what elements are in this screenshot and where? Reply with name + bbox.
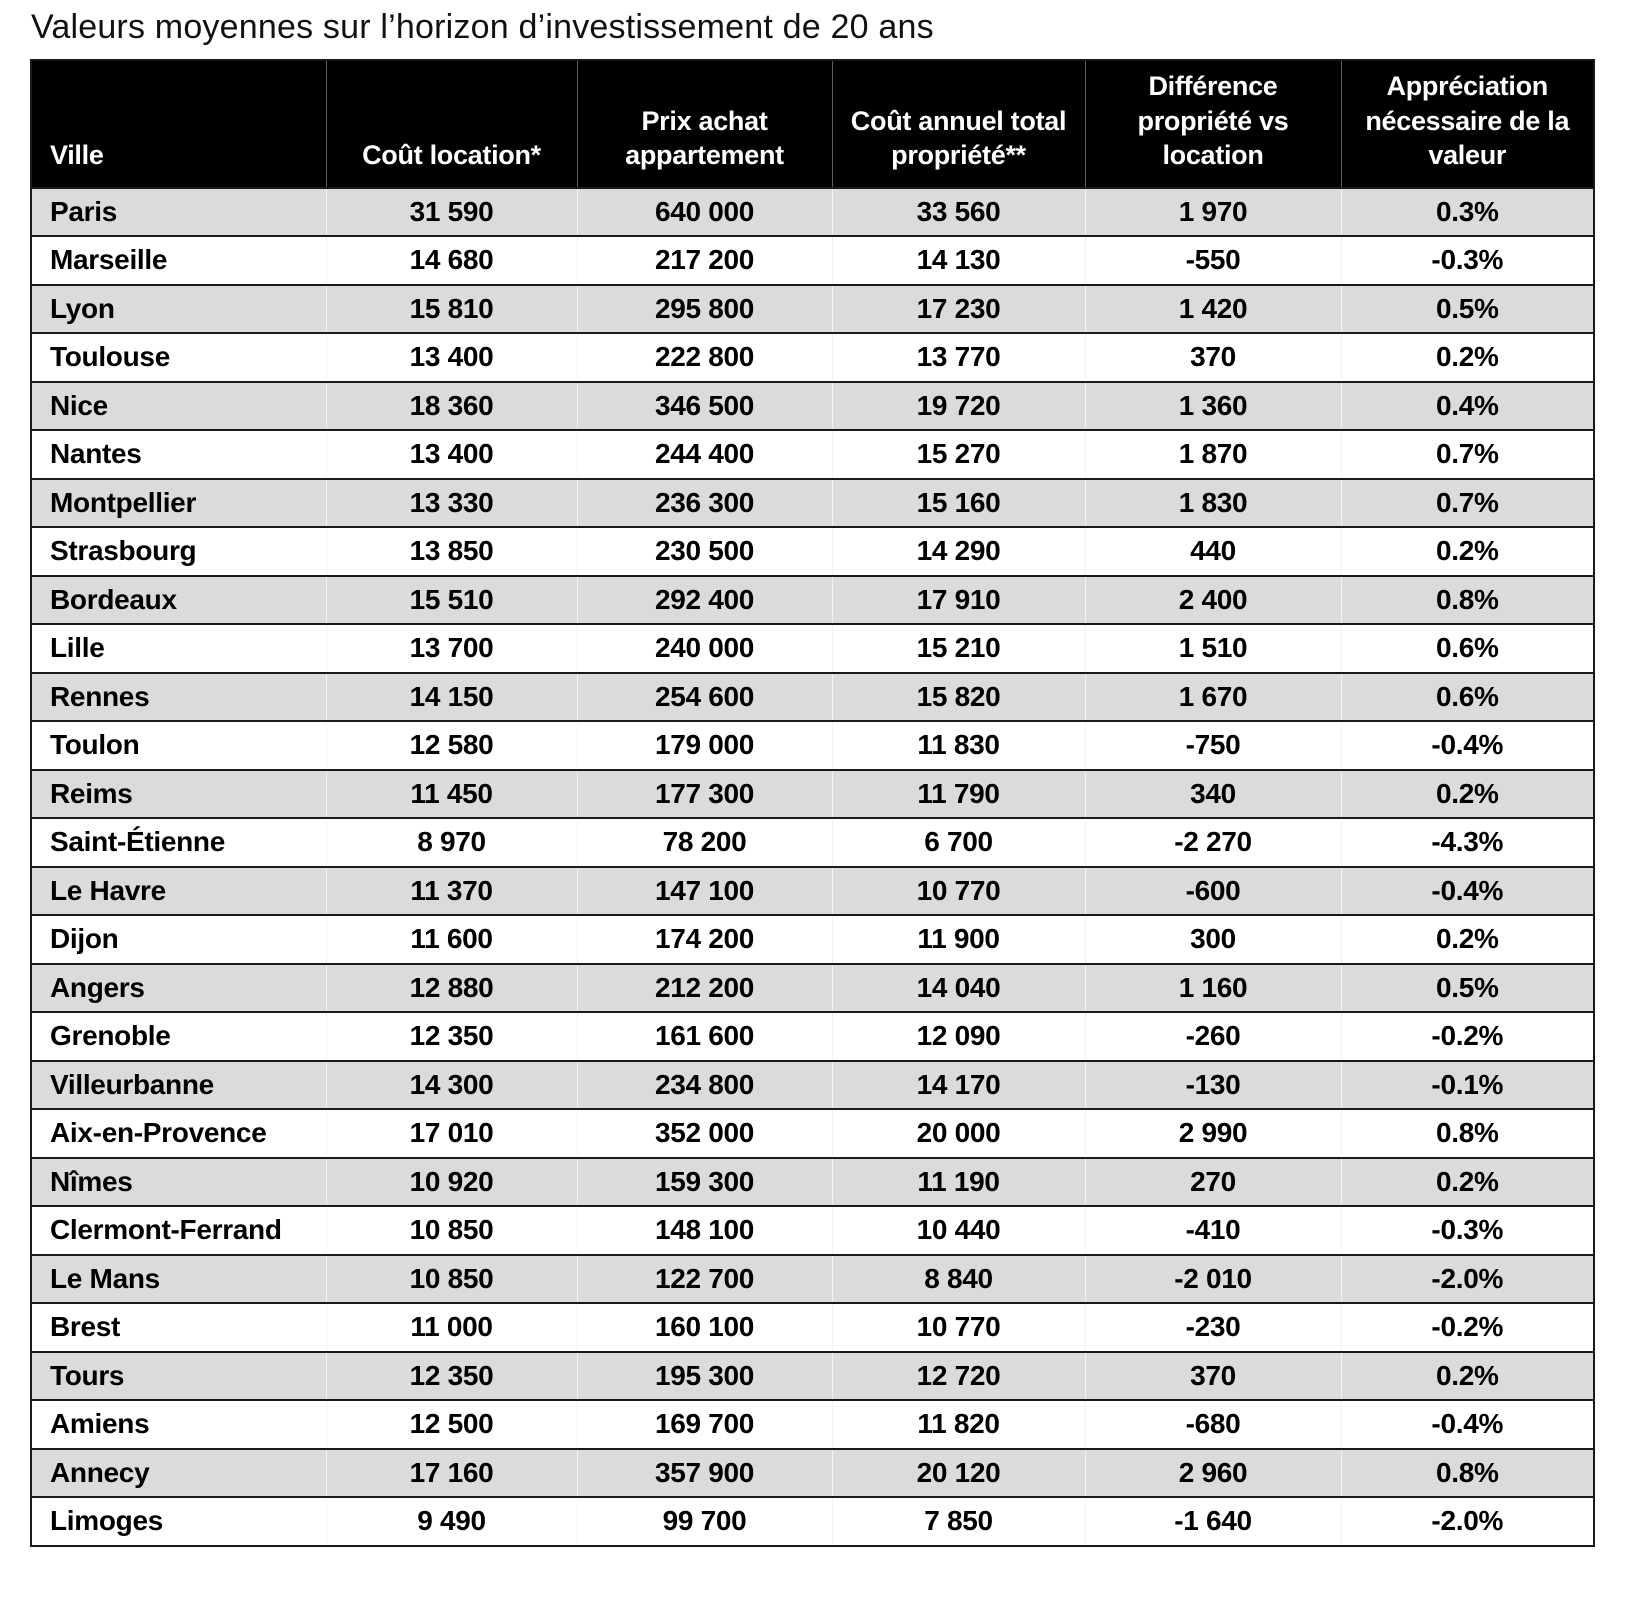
value-cell: 195 300 (577, 1352, 832, 1401)
value-cell: 11 000 (326, 1303, 577, 1352)
value-cell: 254 600 (577, 673, 832, 722)
table-row (31, 188, 1594, 237)
table-row (31, 1255, 1594, 1304)
value-cell: 1 870 (1085, 430, 1341, 479)
value-cell: 17 230 (832, 285, 1085, 334)
city-cell: Reims (31, 770, 326, 819)
city-cell: Clermont-Ferrand (31, 1206, 326, 1255)
value-cell: 640 000 (577, 188, 832, 237)
value-cell: 13 770 (832, 333, 1085, 382)
value-cell: 99 700 (577, 1497, 832, 1546)
value-cell: 12 350 (326, 1352, 577, 1401)
value-cell: 11 830 (832, 721, 1085, 770)
value-cell: 0.2% (1341, 770, 1594, 819)
value-cell: 11 600 (326, 915, 577, 964)
table-row (31, 964, 1594, 1013)
table-body (31, 188, 1594, 1546)
value-cell: -0.1% (1341, 1061, 1594, 1110)
table-row (31, 818, 1594, 867)
city-cell: Limoges (31, 1497, 326, 1546)
value-cell: 357 900 (577, 1449, 832, 1498)
city-cell: Lille (31, 624, 326, 673)
value-cell: 13 400 (326, 333, 577, 382)
value-cell: 0.4% (1341, 382, 1594, 431)
table-row (31, 1352, 1594, 1401)
value-cell: 217 200 (577, 236, 832, 285)
value-cell: 222 800 (577, 333, 832, 382)
value-cell: 20 120 (832, 1449, 1085, 1498)
value-cell: 0.7% (1341, 479, 1594, 528)
value-cell: 13 850 (326, 527, 577, 576)
value-cell: -0.4% (1341, 867, 1594, 916)
value-cell: 370 (1085, 1352, 1341, 1401)
value-cell: 11 790 (832, 770, 1085, 819)
city-cell: Grenoble (31, 1012, 326, 1061)
value-cell: 15 810 (326, 285, 577, 334)
value-cell: 17 910 (832, 576, 1085, 625)
value-cell: 122 700 (577, 1255, 832, 1304)
value-cell: 11 370 (326, 867, 577, 916)
table-row (31, 527, 1594, 576)
value-cell: -1 640 (1085, 1497, 1341, 1546)
table-row (31, 867, 1594, 916)
value-cell: 0.8% (1341, 576, 1594, 625)
table-row (31, 1061, 1594, 1110)
value-cell: 2 990 (1085, 1109, 1341, 1158)
city-cell: Angers (31, 964, 326, 1013)
value-cell: 10 920 (326, 1158, 577, 1207)
value-cell: -2.0% (1341, 1497, 1594, 1546)
city-cell: Brest (31, 1303, 326, 1352)
value-cell: 230 500 (577, 527, 832, 576)
table-row (31, 721, 1594, 770)
value-cell: 15 210 (832, 624, 1085, 673)
city-cell: Lyon (31, 285, 326, 334)
value-cell: 244 400 (577, 430, 832, 479)
value-cell: 2 400 (1085, 576, 1341, 625)
value-cell: 1 510 (1085, 624, 1341, 673)
page-title: Valeurs moyennes sur l’horizon d’investissement de 20 ans (31, 8, 934, 46)
table-row (31, 1449, 1594, 1498)
city-cell: Aix-en-Provence (31, 1109, 326, 1158)
col-header-cout-location: Coût location* (326, 60, 577, 188)
city-cell: Nîmes (31, 1158, 326, 1207)
value-cell: 14 150 (326, 673, 577, 722)
value-cell: 14 040 (832, 964, 1085, 1013)
value-cell: 300 (1085, 915, 1341, 964)
value-cell: 8 840 (832, 1255, 1085, 1304)
value-cell: 17 160 (326, 1449, 577, 1498)
value-cell: 147 100 (577, 867, 832, 916)
table-row (31, 382, 1594, 431)
value-cell: 15 160 (832, 479, 1085, 528)
city-cell: Nice (31, 382, 326, 431)
value-cell: 9 490 (326, 1497, 577, 1546)
value-cell: 174 200 (577, 915, 832, 964)
value-cell: 295 800 (577, 285, 832, 334)
value-cell: -410 (1085, 1206, 1341, 1255)
value-cell: 160 100 (577, 1303, 832, 1352)
value-cell: 13 330 (326, 479, 577, 528)
value-cell: 78 200 (577, 818, 832, 867)
value-cell: 0.3% (1341, 188, 1594, 237)
value-cell: 0.8% (1341, 1449, 1594, 1498)
value-cell: 1 670 (1085, 673, 1341, 722)
value-cell: 0.2% (1341, 527, 1594, 576)
value-cell: -2.0% (1341, 1255, 1594, 1304)
value-cell: -0.2% (1341, 1303, 1594, 1352)
value-cell: 0.2% (1341, 333, 1594, 382)
value-cell: -4.3% (1341, 818, 1594, 867)
table-row (31, 1497, 1594, 1546)
value-cell: 212 200 (577, 964, 832, 1013)
value-cell: 12 580 (326, 721, 577, 770)
value-cell: 31 590 (326, 188, 577, 237)
col-header-prix-achat: Prix achat appartement (577, 60, 832, 188)
col-header-cout-annuel: Coût annuel total propriété** (832, 60, 1085, 188)
data-table (30, 59, 1595, 1547)
city-cell: Annecy (31, 1449, 326, 1498)
value-cell: 11 190 (832, 1158, 1085, 1207)
city-cell: Montpellier (31, 479, 326, 528)
city-cell: Le Mans (31, 1255, 326, 1304)
value-cell: 8 970 (326, 818, 577, 867)
value-cell: 161 600 (577, 1012, 832, 1061)
city-cell: Tours (31, 1352, 326, 1401)
table-row (31, 285, 1594, 334)
value-cell: 17 010 (326, 1109, 577, 1158)
value-cell: 0.6% (1341, 624, 1594, 673)
value-cell: 15 510 (326, 576, 577, 625)
table-row (31, 1158, 1594, 1207)
value-cell: 0.2% (1341, 1158, 1594, 1207)
value-cell: 15 820 (832, 673, 1085, 722)
value-cell: 10 440 (832, 1206, 1085, 1255)
table-row (31, 1012, 1594, 1061)
value-cell: 0.8% (1341, 1109, 1594, 1158)
value-cell: 1 420 (1085, 285, 1341, 334)
value-cell: 0.7% (1341, 430, 1594, 479)
value-cell: 14 170 (832, 1061, 1085, 1110)
value-cell: 240 000 (577, 624, 832, 673)
value-cell: 177 300 (577, 770, 832, 819)
value-cell: 234 800 (577, 1061, 832, 1110)
value-cell: 19 720 (832, 382, 1085, 431)
value-cell: -0.3% (1341, 236, 1594, 285)
value-cell: 10 850 (326, 1206, 577, 1255)
value-cell: 12 880 (326, 964, 577, 1013)
value-cell: -0.4% (1341, 1400, 1594, 1449)
value-cell: 14 300 (326, 1061, 577, 1110)
value-cell: 7 850 (832, 1497, 1085, 1546)
city-cell: Saint-Étienne (31, 818, 326, 867)
table-row (31, 915, 1594, 964)
value-cell: 0.5% (1341, 964, 1594, 1013)
value-cell: 12 090 (832, 1012, 1085, 1061)
value-cell: 11 900 (832, 915, 1085, 964)
value-cell: 33 560 (832, 188, 1085, 237)
table-row (31, 1400, 1594, 1449)
value-cell: 352 000 (577, 1109, 832, 1158)
value-cell: 13 700 (326, 624, 577, 673)
table-row (31, 1109, 1594, 1158)
value-cell: -2 270 (1085, 818, 1341, 867)
value-cell: 14 290 (832, 527, 1085, 576)
col-header-appreciation: Appréciation nécessaire de la valeur (1341, 60, 1594, 188)
value-cell: -0.2% (1341, 1012, 1594, 1061)
value-cell: 0.5% (1341, 285, 1594, 334)
value-cell: -230 (1085, 1303, 1341, 1352)
table-row (31, 1303, 1594, 1352)
value-cell: 1 360 (1085, 382, 1341, 431)
value-cell: 13 400 (326, 430, 577, 479)
value-cell: 14 130 (832, 236, 1085, 285)
city-cell: Dijon (31, 915, 326, 964)
city-cell: Strasbourg (31, 527, 326, 576)
table-row (31, 673, 1594, 722)
value-cell: 440 (1085, 527, 1341, 576)
table-row (31, 479, 1594, 528)
value-cell: 0.2% (1341, 915, 1594, 964)
value-cell: 10 770 (832, 1303, 1085, 1352)
city-cell: Toulon (31, 721, 326, 770)
value-cell: 20 000 (832, 1109, 1085, 1158)
value-cell: 10 850 (326, 1255, 577, 1304)
city-cell: Le Havre (31, 867, 326, 916)
value-cell: 346 500 (577, 382, 832, 431)
value-cell: 370 (1085, 333, 1341, 382)
value-cell: 2 960 (1085, 1449, 1341, 1498)
table-row (31, 1206, 1594, 1255)
value-cell: 236 300 (577, 479, 832, 528)
value-cell: 18 360 (326, 382, 577, 431)
city-cell: Villeurbanne (31, 1061, 326, 1110)
city-cell: Amiens (31, 1400, 326, 1449)
value-cell: 1 970 (1085, 188, 1341, 237)
table-row (31, 236, 1594, 285)
city-cell: Paris (31, 188, 326, 237)
value-cell: 15 270 (832, 430, 1085, 479)
city-cell: Rennes (31, 673, 326, 722)
value-cell: 159 300 (577, 1158, 832, 1207)
city-cell: Toulouse (31, 333, 326, 382)
table-row (31, 770, 1594, 819)
city-cell: Nantes (31, 430, 326, 479)
value-cell: -680 (1085, 1400, 1341, 1449)
value-cell: -550 (1085, 236, 1341, 285)
value-cell: 179 000 (577, 721, 832, 770)
table-row (31, 624, 1594, 673)
value-cell: 10 770 (832, 867, 1085, 916)
value-cell: 340 (1085, 770, 1341, 819)
value-cell: 1 160 (1085, 964, 1341, 1013)
col-header-ville: Ville (31, 60, 326, 188)
value-cell: 1 830 (1085, 479, 1341, 528)
value-cell: -600 (1085, 867, 1341, 916)
value-cell: -260 (1085, 1012, 1341, 1061)
value-cell: 12 350 (326, 1012, 577, 1061)
value-cell: 12 500 (326, 1400, 577, 1449)
value-cell: 12 720 (832, 1352, 1085, 1401)
value-cell: 270 (1085, 1158, 1341, 1207)
value-cell: 169 700 (577, 1400, 832, 1449)
value-cell: -0.3% (1341, 1206, 1594, 1255)
value-cell: -0.4% (1341, 721, 1594, 770)
table-row (31, 576, 1594, 625)
value-cell: 14 680 (326, 236, 577, 285)
value-cell: 11 820 (832, 1400, 1085, 1449)
value-cell: -750 (1085, 721, 1341, 770)
value-cell: 148 100 (577, 1206, 832, 1255)
value-cell: 0.2% (1341, 1352, 1594, 1401)
value-cell: -2 010 (1085, 1255, 1341, 1304)
col-header-difference: Différence propriété vs location (1085, 60, 1341, 188)
value-cell: 6 700 (832, 818, 1085, 867)
table-header-row (31, 60, 1594, 188)
value-cell: 11 450 (326, 770, 577, 819)
value-cell: 292 400 (577, 576, 832, 625)
value-cell: -130 (1085, 1061, 1341, 1110)
value-cell: 0.6% (1341, 673, 1594, 722)
city-cell: Marseille (31, 236, 326, 285)
table-row (31, 430, 1594, 479)
table-row (31, 333, 1594, 382)
city-cell: Bordeaux (31, 576, 326, 625)
